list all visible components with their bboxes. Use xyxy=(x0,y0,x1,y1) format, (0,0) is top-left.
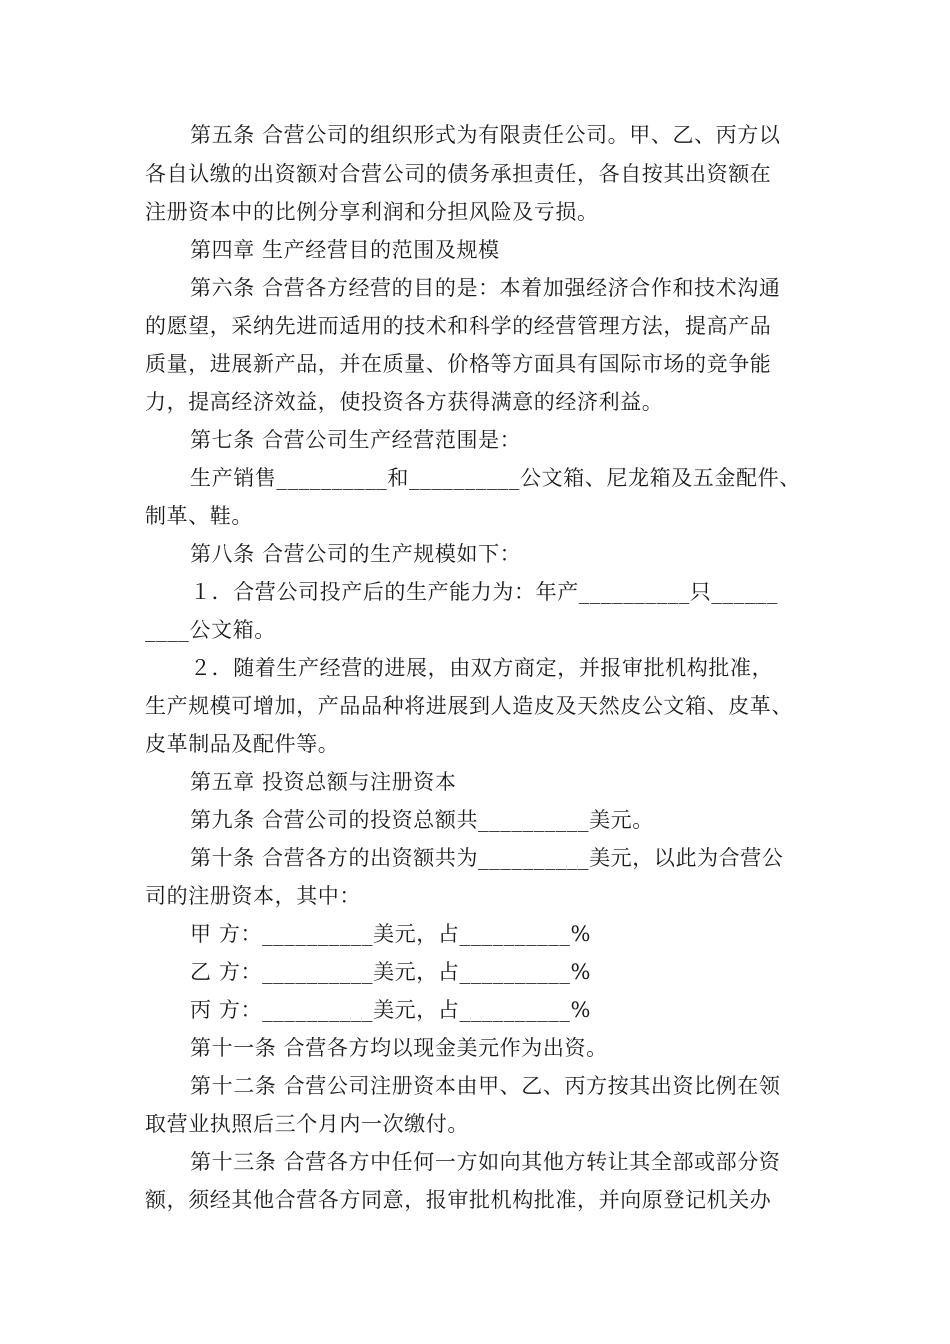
party-c-contribution: 丙 方：__________美元，占__________% xyxy=(190,998,592,1022)
article-8-item-2-line-1: ２．随着生产经营的进展，由双方商定，并报审批机构批准， xyxy=(190,656,774,680)
article-12-line-1: 第十二条 合营公司注册资本由甲、乙、丙方按其出资比例在领 xyxy=(190,1074,781,1098)
article-5-line-2: 各自认缴的出资额对合营公司的债务承担责任，各自按其出资额在 xyxy=(145,162,772,186)
article-6-line-1: 第六条 合营各方经营的目的是：本着加强经济合作和技术沟通 xyxy=(190,276,781,300)
article-12-line-2: 取营业执照后三个月内一次缴付。 xyxy=(145,1112,469,1136)
article-7-line-2: 生产销售__________和__________公文箱、尼龙箱及五金配件、 xyxy=(190,466,801,490)
article-5-line-3: 注册资本中的比例分享利润和分担风险及亏损。 xyxy=(145,200,599,224)
article-7-line-1: 第七条 合营公司生产经营范围是： xyxy=(190,428,522,452)
article-9-line-1: 第九条 合营公司的投资总额共__________美元。 xyxy=(190,808,654,832)
article-8-line-1: 第八条 合营公司的生产规模如下： xyxy=(190,542,522,566)
article-10-line-2: 司的注册资本，其中： xyxy=(145,884,361,908)
article-13-line-2: 额，须经其他合营各方同意，报审批机构批准，并向原登记机关办 xyxy=(145,1188,772,1212)
article-8-item-1-line-2: ____公文箱。 xyxy=(145,618,276,642)
chapter-4-heading: 第四章 生产经营目的范围及规模 xyxy=(190,238,500,262)
article-6-line-4: 力，提高经济效益，使投资各方获得满意的经济利益。 xyxy=(145,390,664,414)
article-8-item-1-line-1: １．合营公司投产后的生产能力为：年产__________只______ xyxy=(190,580,778,604)
article-5-line-1: 第五条 合营公司的组织形式为有限责任公司。甲、乙、丙方以 xyxy=(190,123,781,147)
article-8-item-2-line-3: 皮革制品及配件等。 xyxy=(145,732,340,756)
article-6-line-3: 质量，进展新产品，并在质量、价格等方面具有国际市场的竞争能 xyxy=(145,352,772,376)
article-6-line-2: 的愿望，采纳先进而适用的技术和科学的经营管理方法，提高产品 xyxy=(145,314,772,338)
party-b-contribution: 乙 方：__________美元，占__________% xyxy=(190,960,592,984)
article-10-line-1: 第十条 合营各方的出资额共为__________美元，以此为合营公 xyxy=(190,846,784,870)
chapter-5-heading: 第五章 投资总额与注册资本 xyxy=(190,770,457,794)
party-a-contribution: 甲 方：__________美元，占__________% xyxy=(190,922,592,946)
article-13-line-1: 第十三条 合营各方中任何一方如向其他方转让其全部或部分资 xyxy=(190,1150,781,1174)
article-7-line-3: 制革、鞋。 xyxy=(145,504,253,528)
article-11-line-1: 第十一条 合营各方均以现金美元作为出资。 xyxy=(190,1036,608,1060)
article-8-item-2-line-2: 生产规模可增加，产品品种将进展到人造皮及天然皮公文箱、皮革、 xyxy=(145,694,793,718)
